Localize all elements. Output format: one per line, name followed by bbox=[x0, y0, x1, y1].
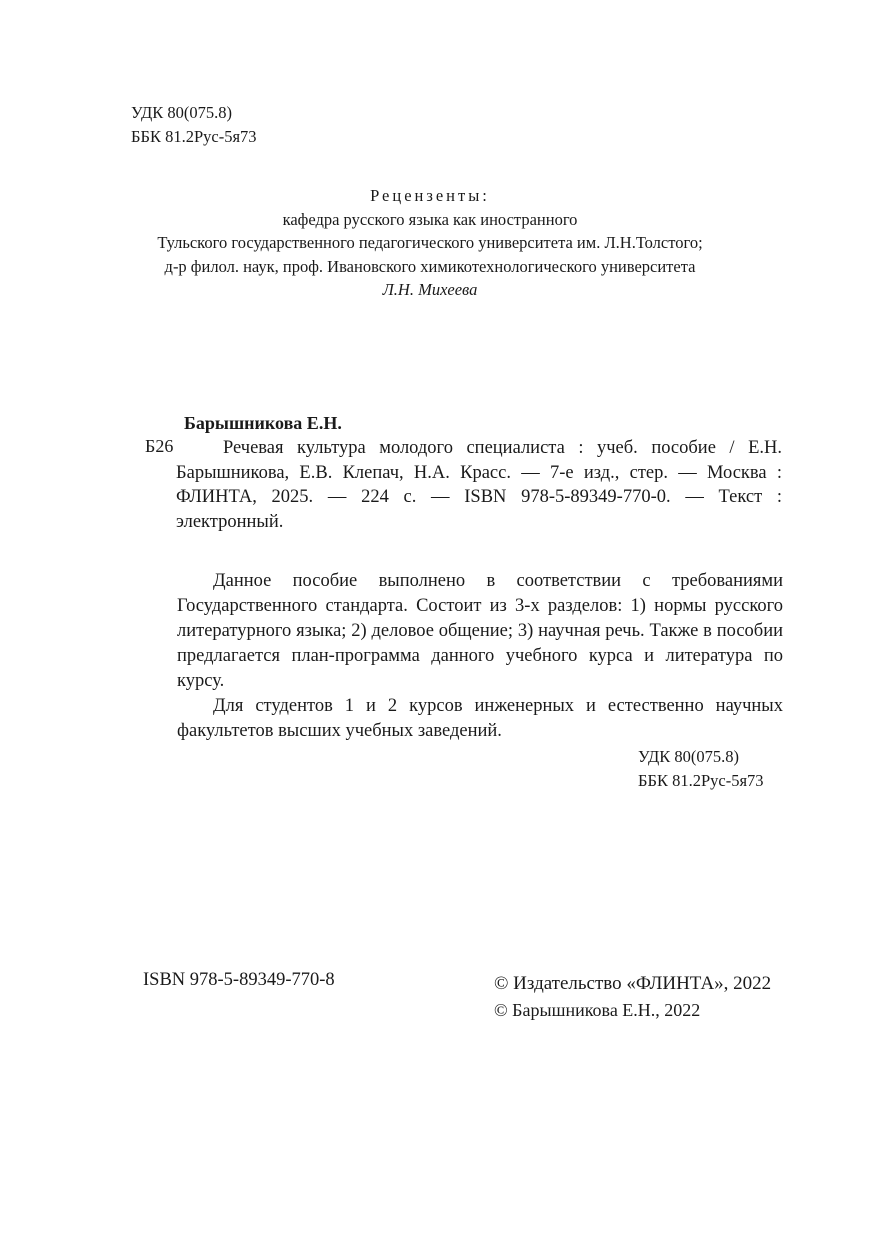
annotation-paragraph: Данное пособие выполнено в соответствии с требованиями Государственного стандарта. Состоит из 3-х разделов: 1) нормы русского литературного языка; 2) деловое общение; 3) научная речь. Также в пособии предлагается план-программа данного учебного курса и литература по курсу. bbox=[177, 571, 783, 691]
bbk-code: ББК 81.2Рус-5я73 bbox=[131, 127, 257, 146]
udk-code: УДК 80(075.8) bbox=[638, 747, 740, 766]
isbn: ISBN 978-5-89349-770-8 bbox=[143, 970, 335, 990]
copyright-author: © Барышникова Е.Н., 2022 bbox=[494, 1000, 701, 1020]
bibliographic-text: Речевая культура молодого специалиста : учеб. пособие / Е.Н. Барышникова, Е.В. Клепач, Н.А. Красс. — 7-е изд., стер. — Москва : ФЛИНТА, 2025. — 224 с. — ISBN 978-5-89349-770-0. — Текст : электронный. bbox=[176, 438, 782, 532]
reviewers-heading: Рецензенты: bbox=[370, 186, 490, 205]
copyright-publisher: © Издательство «ФЛИНТА», 2022 bbox=[494, 973, 772, 994]
bbk-code: ББК 81.2Рус-5я73 bbox=[638, 771, 764, 790]
reviewer-line: Тульского государственного педагогического университета им. Л.Н.Толстого; bbox=[157, 233, 703, 252]
reviewers-block bbox=[120, 184, 740, 302]
annotation bbox=[177, 569, 783, 744]
udk-code: УДК 80(075.8) bbox=[131, 103, 233, 122]
reviewer-line: кафедра русского языка как иностранного bbox=[282, 209, 578, 229]
author-heading: Барышникова Е.Н. bbox=[184, 413, 342, 433]
bibliographic-description bbox=[176, 436, 782, 534]
reviewer-name: Л.Н. Михеева bbox=[382, 280, 478, 299]
annotation-paragraph: Для студентов 1 и 2 курсов инженерных и естественно научных факультетов высших учебных заведений. bbox=[177, 696, 783, 741]
top-classification-codes bbox=[131, 101, 257, 149]
reviewer-line: д-р филол. наук, проф. Ивановского химикотехнологического университета bbox=[164, 256, 696, 276]
author-sign: Б26 bbox=[145, 436, 174, 456]
bottom-classification-codes bbox=[638, 745, 764, 793]
copyright-block bbox=[494, 970, 771, 1024]
